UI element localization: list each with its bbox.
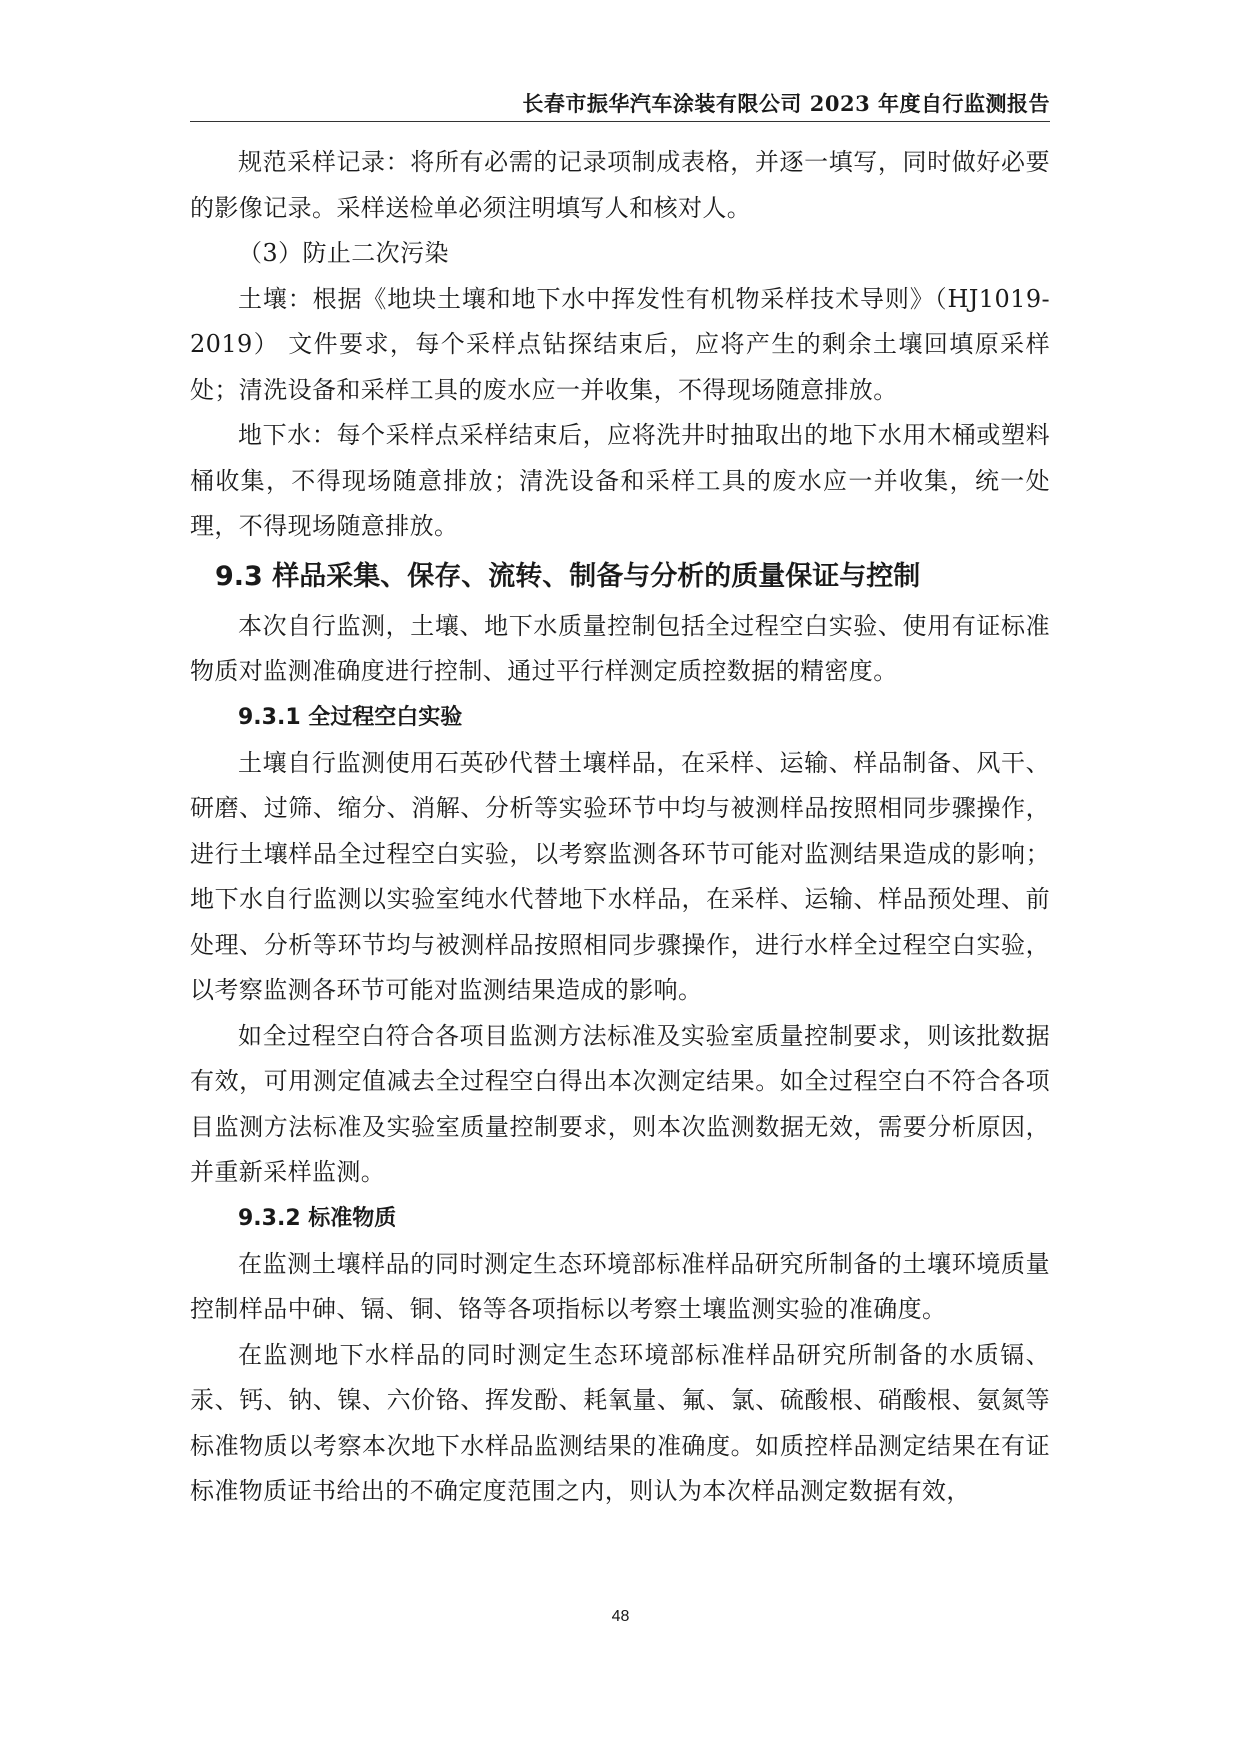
- paragraph-soil: 土壤：根据《地块土壤和地下水中挥发性有机物采样技术导则》（HJ1019-2019） 文件要求，每个采样点钻探结束后，应将产生的剩余土壤回填原采样处；清洗设备和采样工具的废水应一并收集，不得现场随意排放。: [190, 284, 1050, 404]
- paragraph-soil-reference-material: 在监测土壤样品的同时测定生态环境部标准样品研究所制备的土壤环境质量控制样品中砷、镉、铜、铬等各项指标以考察土壤监测实验的准确度。: [190, 1249, 1050, 1323]
- header-rule: [190, 121, 1050, 122]
- document-body: [190, 140, 1050, 1515]
- paragraph-groundwater: 地下水：每个采样点采样结束后，应将洗井时抽取出的地下水用木桶或塑料桶收集，不得现场随意排放；清洗设备和采样工具的废水应一并收集，统一处理，不得现场随意排放。: [190, 421, 1050, 540]
- page-number: 48: [611, 1608, 630, 1625]
- paragraph-water-reference-material: 在监测地下水样品的同时测定生态环境部标准样品研究所制备的水质镉、汞、钙、钠、镍、六价铬、挥发酚、耗氧量、氟、氯、硫酸根、硝酸根、氨氮等标准物质以考察本次地下水样品监测结果的准确度。如质控样品测定结果在有证标准物质证书给出的不确定度范围之内，则认为本次样品测定数据有效，: [190, 1340, 1050, 1505]
- subsection-heading-9-3-1: 9.3.1 全过程空白实验: [238, 704, 463, 730]
- paragraph-blank-experiment: 土壤自行监测使用石英砂代替土壤样品，在采样、运输、样品制备、风干、研磨、过筛、缩分、消解、分析等实验环节中均与被测样品按照相同步骤操作，进行土壤样品全过程空白实验，以考察监测各环节可能对监测结果造成的影响；地下水自行监测以实验室纯水代替地下水样品，在采样、运输、样品预处理、前处理、分析等环节均与被测样品按照相同步骤操作，进行水样全过程空白实验，以考察监测各环节可能对监测结果造成的影响。: [190, 748, 1050, 1004]
- running-header: 长春市振华汽车涂装有限公司 2023 年度自行监测报告: [522, 91, 1050, 116]
- paragraph-blank-validity: 如全过程空白符合各项目监测方法标准及实验室质量控制要求，则该批数据有效，可用测定值减去全过程空白得出本次测定结果。如全过程空白不符合各项目监测方法标准及实验室质量控制要求，则本次监测数据无效，需要分析原因，并重新采样监测。: [190, 1021, 1050, 1186]
- paragraph-sampling-records: 规范采样记录：将所有必需的记录项制成表格，并逐一填写，同时做好必要的影像记录。采样送检单必须注明填写人和核对人。: [190, 148, 1050, 222]
- list-item-prevent-secondary-pollution: （3）防止二次污染: [238, 239, 449, 267]
- paragraph-9-3-intro: 本次自行监测，土壤、地下水质量控制包括全过程空白实验、使用有证标准物质对监测准确度进行控制、通过平行样测定质控数据的精密度。: [190, 611, 1050, 685]
- section-heading-9-3: 9.3 样品采集、保存、流转、制备与分析的质量保证与控制: [215, 560, 921, 592]
- subsection-heading-9-3-2: 9.3.2 标准物质: [238, 1205, 397, 1231]
